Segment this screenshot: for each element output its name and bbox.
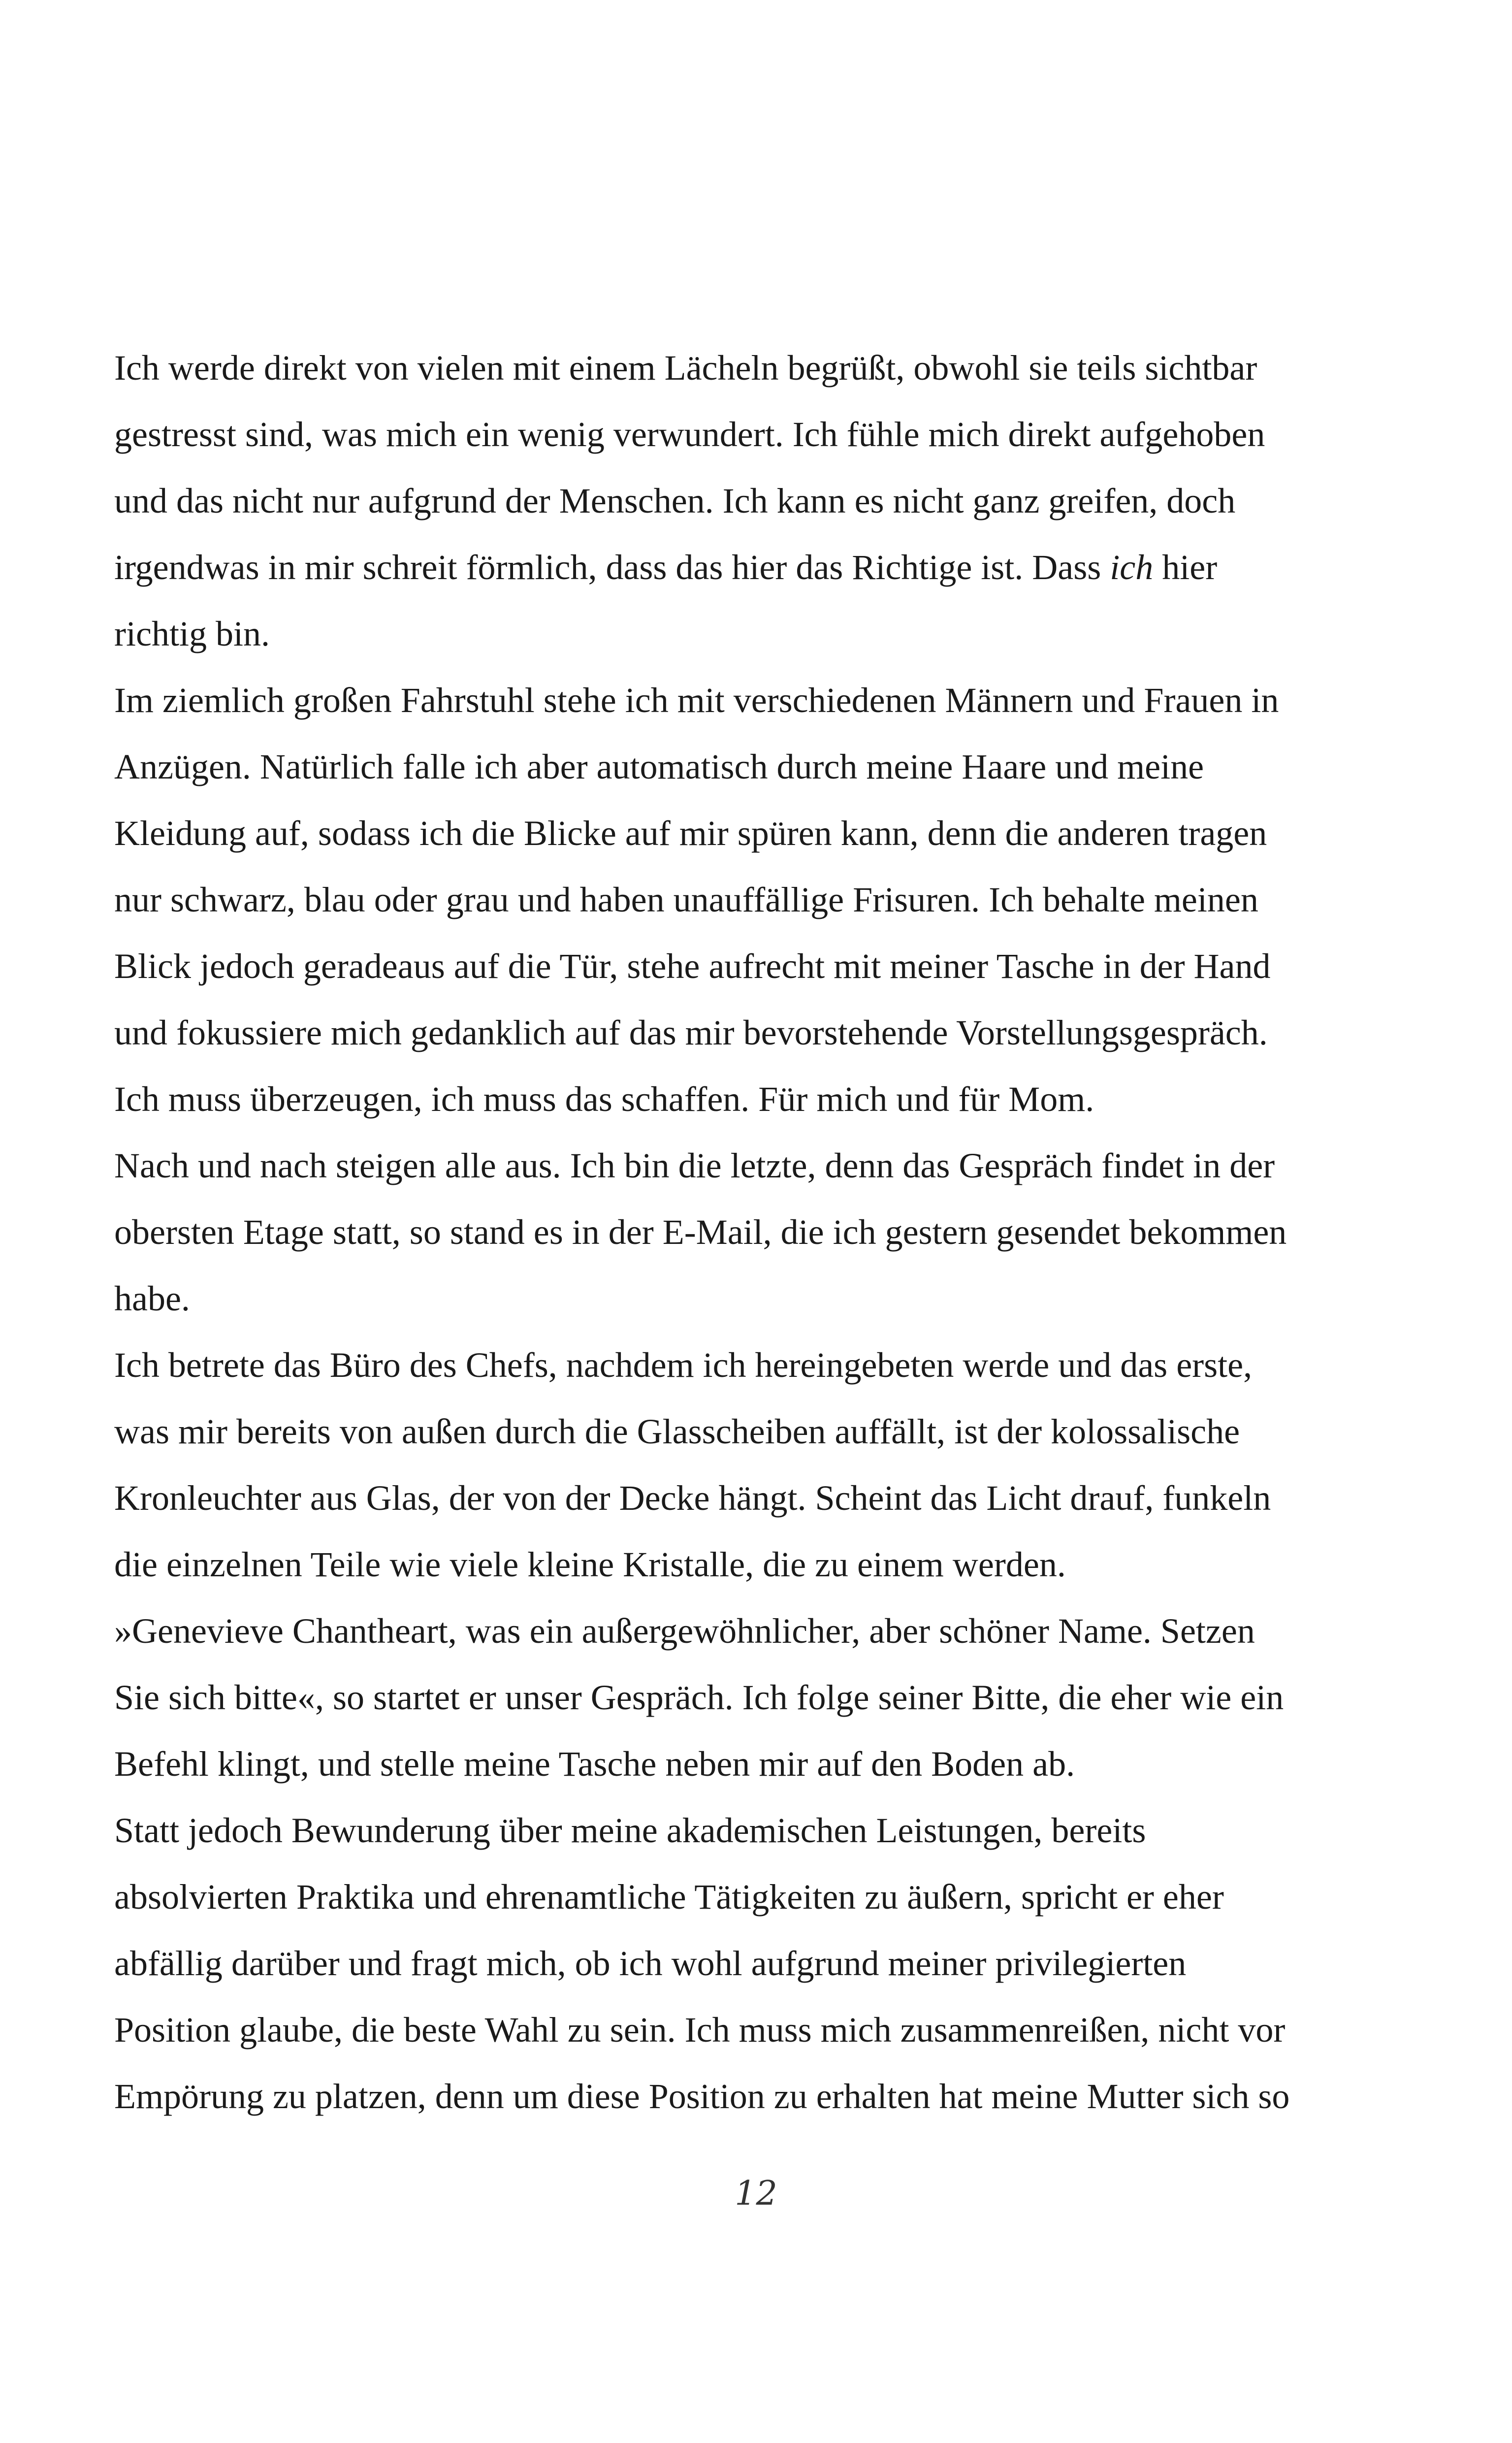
text-line: Anzügen. Natürlich falle ich aber automatisch durch meine Haare und meine (114, 747, 1204, 786)
text-line: Statt jedoch Bewunderung über meine akademischen Leistungen, bereits (114, 1811, 1146, 1850)
text-line: nur schwarz, blau oder grau und haben unauffällige Frisuren. Ich behalte meinen (114, 880, 1258, 919)
text-line: Position glaube, die beste Wahl zu sein. Ich muss mich zusammenreißen, nicht vor (114, 2010, 1286, 2050)
text-line: absolvierten Praktika und ehrenamtliche Tätigkeiten zu äußern, spricht er eher (114, 1877, 1224, 1917)
emphasized-word: ich (1110, 548, 1154, 587)
text-line: Kleidung auf, sodass ich die Blicke auf mir spüren kann, denn die anderen tragen (114, 814, 1267, 853)
body-text (114, 335, 1419, 2130)
text-line (114, 534, 1419, 601)
text-line: abfällig darüber und fragt mich, ob ich wohl aufgrund meiner privilegierten (114, 1944, 1187, 1983)
text-line: richtig bin. (114, 614, 270, 653)
paragraph-4 (114, 1332, 1419, 1598)
text-line: was mir bereits von außen durch die Glasscheiben auffällt, ist der kolossalische (114, 1412, 1240, 1451)
text-segment: hier (1153, 548, 1218, 587)
text-line: Befehl klingt, und stelle meine Tasche neben mir auf den Boden ab. (114, 1744, 1075, 1784)
text-line: Nach und nach steigen alle aus. Ich bin die letzte, denn das Gespräch findet in der (114, 1146, 1275, 1185)
page-number: 12 (735, 2174, 777, 2213)
text-line: die einzelnen Teile wie viele kleine Kristalle, die zu einem werden. (114, 1545, 1066, 1584)
text-line: Empörung zu platzen, denn um diese Position zu erhalten hat meine Mutter sich so (114, 2077, 1290, 2116)
text-line: gestresst sind, was mich ein wenig verwundert. Ich fühle mich direkt aufgehoben (114, 415, 1265, 454)
paragraph-3 (114, 1133, 1419, 1332)
text-line: Kronleuchter aus Glas, der von der Decke hängt. Scheint das Licht drauf, funkeln (114, 1478, 1271, 1518)
text-line: Ich werde direkt von vielen mit einem Lächeln begrüßt, obwohl sie teils sichtbar (114, 348, 1257, 388)
text-segment: irgendwas in mir schreit förmlich, dass das hier das Richtige ist. Dass (114, 548, 1110, 587)
text-line: obersten Etage statt, so stand es in der E-Mail, die ich gestern gesendet bekommen (114, 1212, 1287, 1252)
paragraph-6 (114, 1797, 1419, 2130)
text-line: »Genevieve Chantheart, was ein außergewöhnlicher, aber schöner Name. Setzen (114, 1611, 1255, 1651)
text-line: habe. (114, 1279, 190, 1318)
text-line: Im ziemlich großen Fahrstuhl stehe ich mit verschiedenen Männern und Frauen in (114, 681, 1279, 720)
text-line: Sie sich bitte«, so startet er unser Gespräch. Ich folge seiner Bitte, die eher wie ein (114, 1678, 1284, 1717)
paragraph-2 (114, 667, 1419, 1133)
paragraph-5 (114, 1598, 1419, 1797)
text-line: Ich betrete das Büro des Chefs, nachdem ich hereingebeten werde und das erste, (114, 1345, 1253, 1385)
text-line: und fokussiere mich gedanklich auf das mir bevorstehende Vorstellungsgespräch. (114, 1013, 1268, 1052)
text-line: und das nicht nur aufgrund der Menschen. Ich kann es nicht ganz greifen, doch (114, 481, 1236, 521)
paragraph-1 (114, 335, 1419, 667)
text-line: Ich muss überzeugen, ich muss das schaffen. Für mich und für Mom. (114, 1079, 1094, 1119)
text-line: Blick jedoch geradeaus auf die Tür, stehe aufrecht mit meiner Tasche in der Hand (114, 946, 1271, 986)
